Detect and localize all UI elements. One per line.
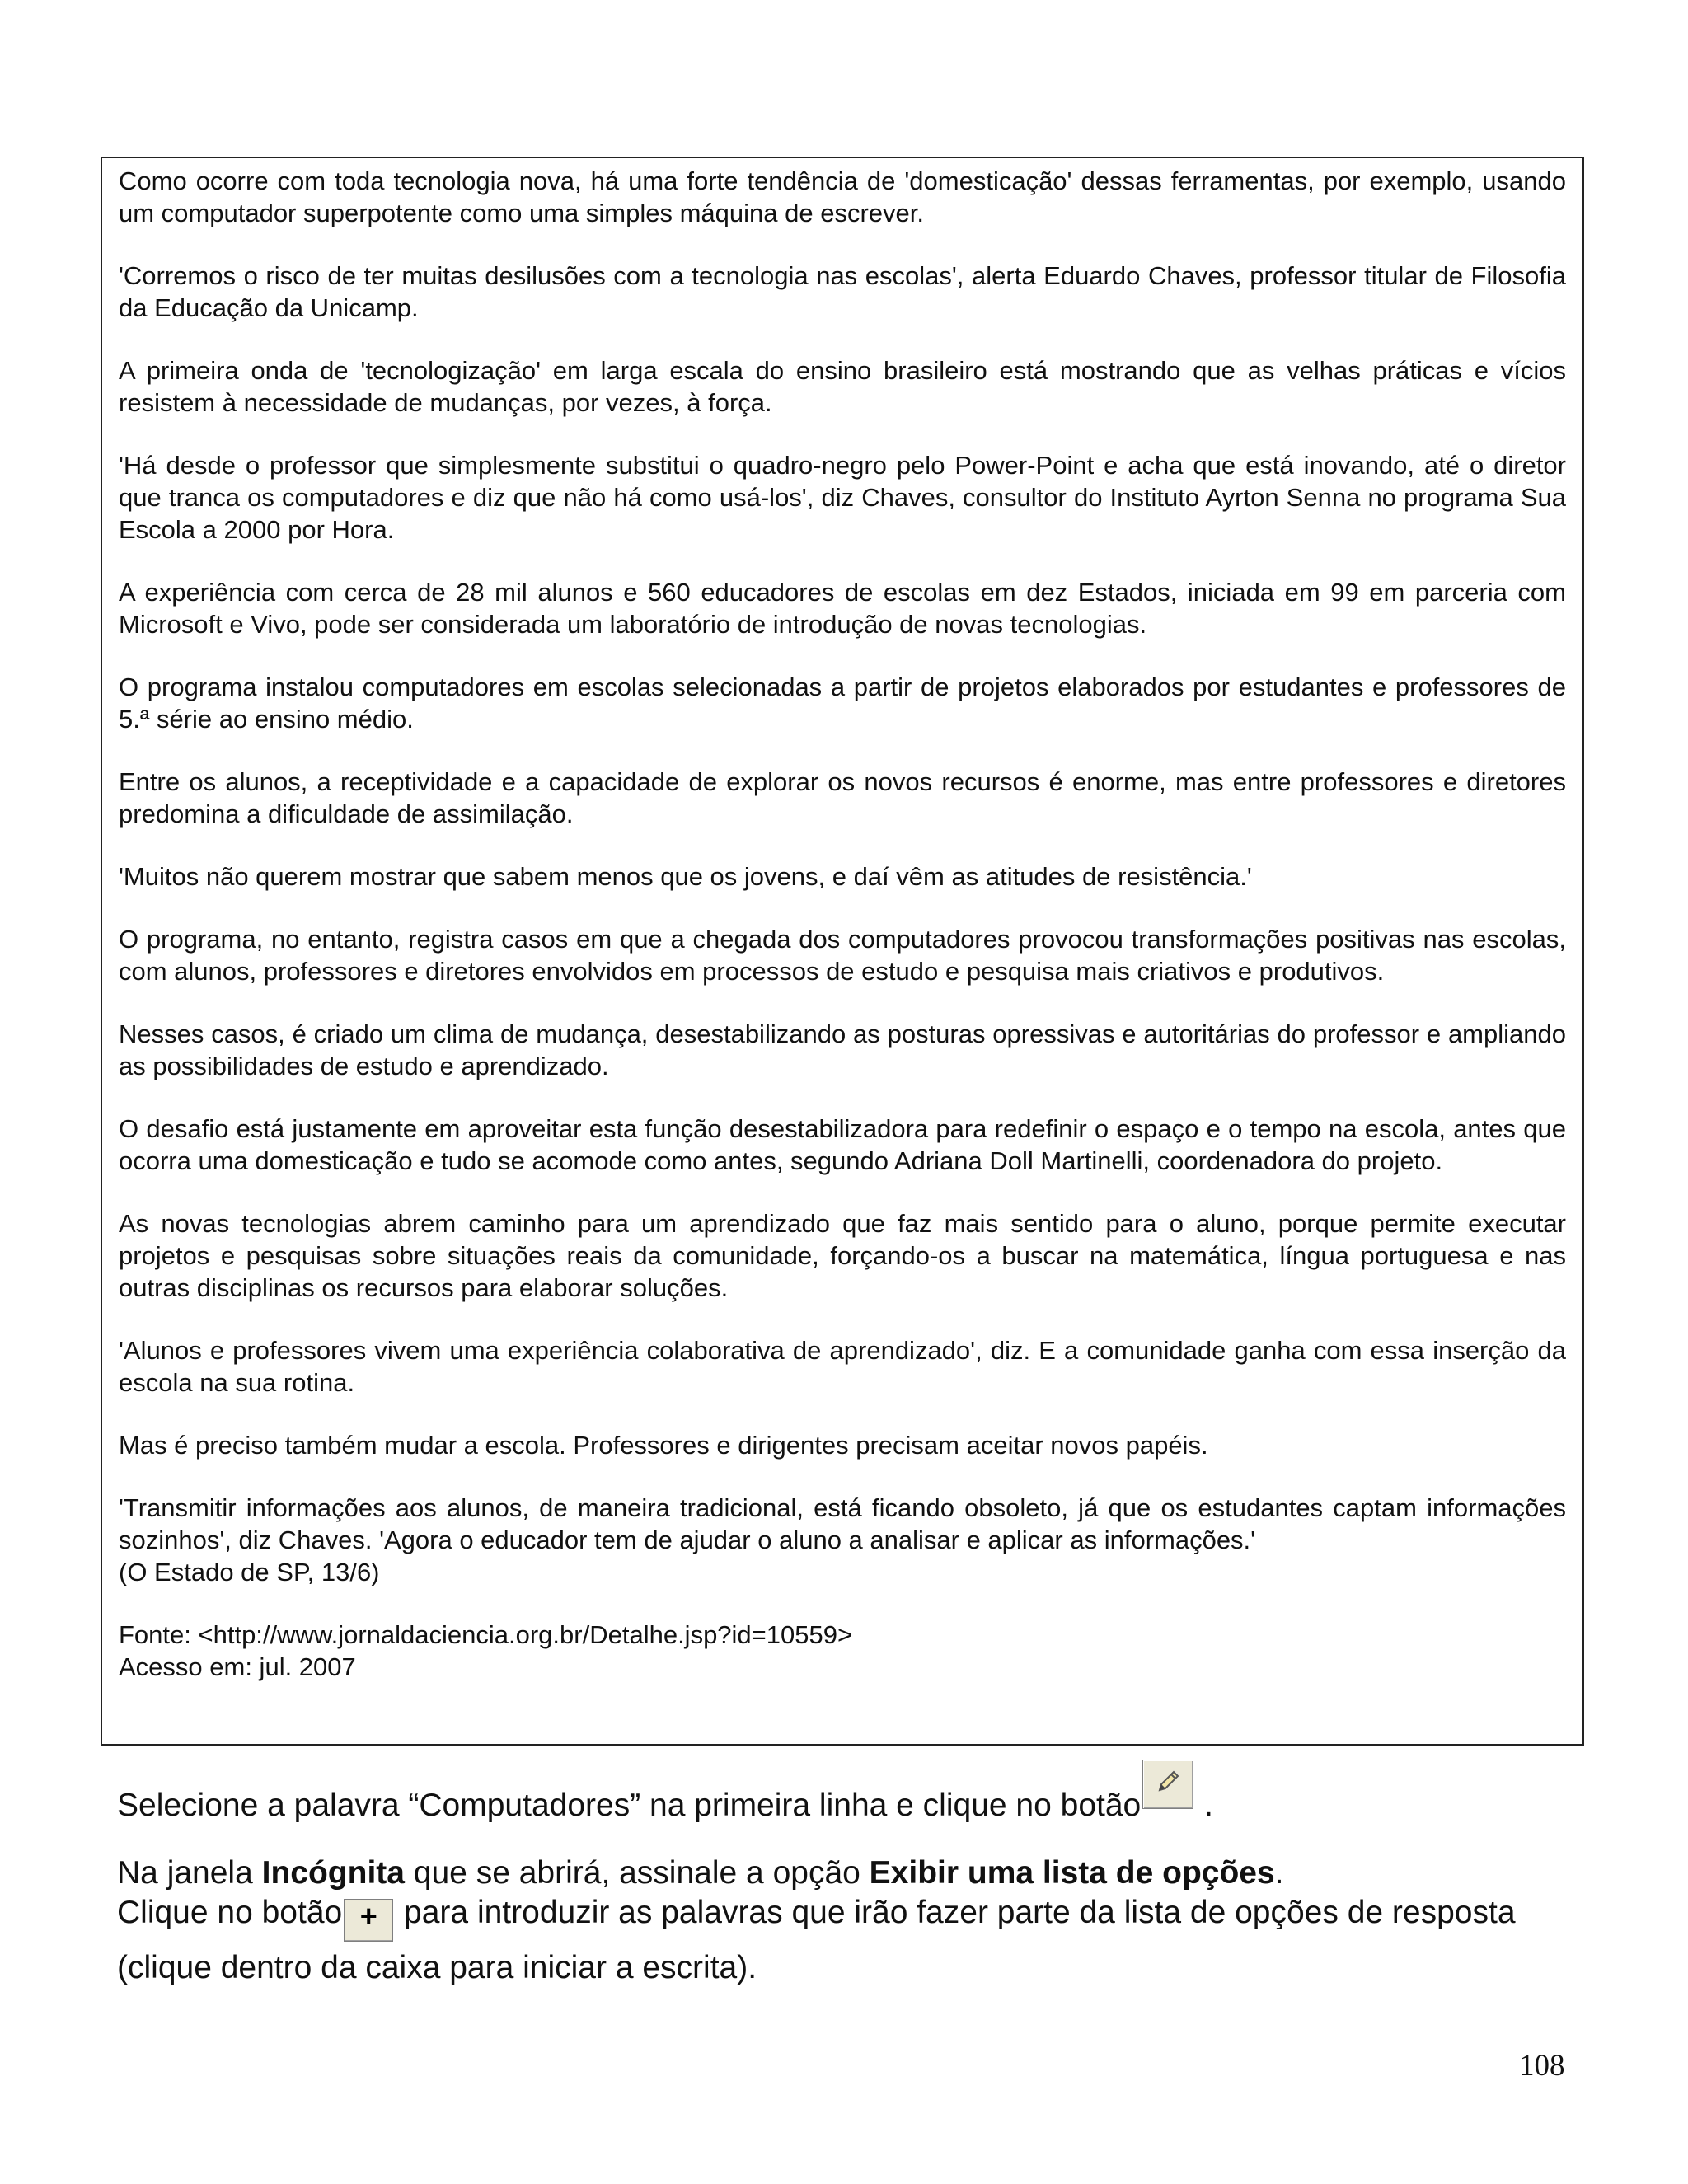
instruction-add-words	[117, 1893, 1584, 1988]
plus-symbol: +	[359, 1899, 377, 1933]
article-paragraph-7: Entre os alunos, a receptividade e a capacidade de explorar os novos recursos é enorme, mas entre professores e diretores predomina a dificuldade de assimilação.	[119, 767, 1566, 828]
source-url: Fonte: <http://www.jornaldaciencia.org.br/Detalhe.jsp?id=10559>	[119, 1620, 853, 1649]
article-paragraph-13: 'Alunos e professores vivem uma experiência colaborativa de aprendizado', diz. E a comunidade ganha com essa inserção da escola na sua rotina.	[119, 1336, 1566, 1397]
article-paragraph-8: 'Muitos não querem mostrar que sabem menos que os jovens, e daí vêm as atitudes de resistência.'	[119, 862, 1252, 891]
instruction-text: que se abrirá, assinale a opção	[404, 1855, 870, 1891]
instruction-select-word	[117, 1776, 1584, 1825]
page-number: 108	[1519, 2049, 1565, 2083]
article-paragraph-11: O desafio está justamente em aproveitar esta função desestabilizadora para redefinir o espaço e o tempo na escola, antes que ocorra uma domesticação e tudo se acomode como antes, segundo Adriana Doll Martinelli, coordenadora do projeto.	[119, 1114, 1566, 1175]
instruction-text: Clique no botão	[117, 1895, 343, 1930]
article-paragraph-4: 'Há desde o professor que simplesmente substitui o quadro-negro pelo Power-Point e acha que está inovando, até o diretor que tranca os computadores e diz que não há como usá-los', diz Chaves, consultor do Instituto Ayrton Senna no programa Sua Escola a 2000 por Hora.	[119, 451, 1566, 544]
article-box	[101, 157, 1584, 1746]
article-paragraph-12: As novas tecnologias abrem caminho para um aprendizado que faz mais sentido para o aluno, porque permite executar projetos e pesquisas sobre situações reais da comunidade, forçando-os a buscar na matemática, língua portuguesa e nas outras disciplinas os recursos para elaborar soluções.	[119, 1209, 1566, 1302]
article-paragraph-6: O programa instalou computadores em escolas selecionadas a partir de projetos elaborados por estudantes e professores de 5.ª série ao ensino médio.	[119, 673, 1566, 733]
article-paragraph-2: 'Corremos o risco de ter muitas desilusões com a tecnologia nas escolas', alerta Eduardo Chaves, professor titular de Filosofia da Educação da Unicamp.	[119, 261, 1566, 322]
article-paragraph-5: A experiência com cerca de 28 mil alunos e 560 educadores de escolas em dez Estados, iniciada em 99 em parceria com Microsoft e Vivo, pode ser considerada um laboratório de introdução de novas tecnologias.	[119, 578, 1566, 639]
source-block	[119, 1619, 1566, 1683]
article-paragraph-1: Como ocorre com toda tecnologia nova, há uma forte tendência de 'domesticação' dessas ferramentas, por exemplo, usando um computador superpotente como uma simples máquina de escrever.	[119, 166, 1566, 227]
instruction-text: Selecione a palavra “Computadores” na primeira linha e clique no botão	[117, 1788, 1142, 1823]
pencil-icon	[1142, 1760, 1193, 1809]
instruction-text-end: .	[1195, 1788, 1213, 1823]
article-paragraph-15: 'Transmitir informações aos alunos, de maneira tradicional, está ficando obsoleto, já que os estudantes captam informações sozinhos', diz Chaves. 'Agora o educador tem de ajudar o aluno a analisar e aplicar as informações.'	[119, 1493, 1566, 1554]
instruction-text: .	[1274, 1855, 1284, 1891]
option-name: Exibir uma lista de opções	[869, 1855, 1275, 1891]
article-citation: (O Estado de SP, 13/6)	[119, 1558, 380, 1586]
article-paragraph-10: Nesses casos, é criado um clima de mudança, desestabilizando as posturas opressivas e autoritárias do professor e ampliando as possibilidades de estudo e aprendizado.	[119, 1019, 1566, 1080]
article-paragraph-9: O programa, no entanto, registra casos em que a chegada dos computadores provocou transformações positivas nas escolas, com alunos, professores e diretores envolvidos em processos de estudo e pesquisa mais criativos e produtivos.	[119, 925, 1566, 986]
access-date: Acesso em: jul. 2007	[119, 1652, 356, 1681]
article-paragraph-3: A primeira onda de 'tecnologização' em larga escala do ensino brasileiro está mostrando que as velhas práticas e vícios resistem à necessidade de mudanças, por vezes, à força.	[119, 356, 1566, 417]
instruction-text: Na janela	[117, 1855, 262, 1891]
plus-icon	[344, 1899, 393, 1942]
instruction-window	[117, 1854, 1584, 1893]
window-name: Incógnita	[261, 1855, 405, 1891]
instruction-text: para introduzir as palavras que irão fazer parte da lista de opções de resposta (clique dentro da caixa para iniciar a escrita).	[117, 1895, 1516, 1985]
article-paragraph-14: Mas é preciso também mudar a escola. Professores e dirigentes precisam aceitar novos papéis.	[119, 1431, 1208, 1460]
instructions	[117, 1776, 1584, 1988]
